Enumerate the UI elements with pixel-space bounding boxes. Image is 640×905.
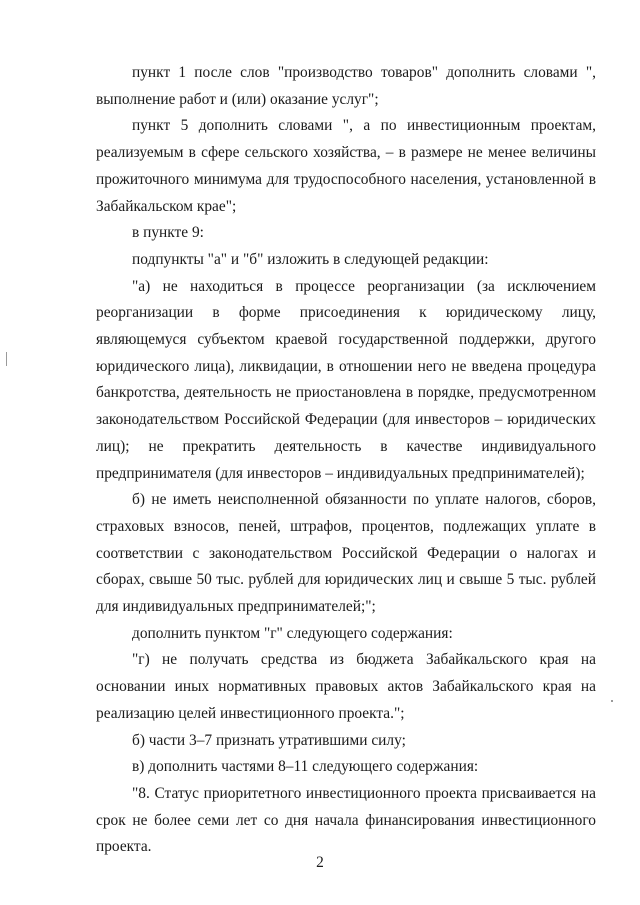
- paragraph-4: подпункты "а" и "б" изложить в следующей редакции:: [132, 250, 489, 268]
- paragraph-10: в) дополнить частями 8–11 следующего содержания:: [132, 758, 479, 776]
- scan-mark-right: [611, 700, 613, 702]
- page-number: 2: [316, 854, 324, 871]
- paragraph-7: дополнить пунктом "г" следующего содержания:: [132, 624, 453, 642]
- scan-mark-left: [6, 352, 7, 366]
- paragraph-11: "8. Статус приоритетного инвестиционного проекта присваивается на срок не более семи лет со дня начала финансирования инвестиционного проекта.: [96, 784, 596, 856]
- paragraph-5: "а) не находиться в процессе реорганизации (за исключением реорганизации в форме присоединения к юридическому лицу, являющемуся субъектом краевой государственной поддержки, другого юридического лица), ликвидации, в отношении него не введена процедура банкротства, деятельность не приостановлена в порядке, предусмотренном законодательством Российской Федерации (для инвесторов – юридических лиц); не прекратить деятельность в качестве индивидуального предпринимателя (для инвесторов – индивидуальных предпринимателей);: [96, 277, 596, 482]
- paragraph-9: б) части 3–7 признать утратившими силу;: [132, 731, 406, 749]
- paragraph-1: пункт 1 после слов "производство товаров" дополнить словами ", выполнение работ и (или) оказание услуг";: [96, 64, 596, 108]
- paragraph-3: в пункте 9:: [132, 224, 204, 242]
- document-body: [96, 60, 596, 861]
- paragraph-8: "г) не получать средства из бюджета Забайкальского края на основании иных нормативных правовых актов Забайкальского края на реализацию целей инвестиционного проекта.";: [96, 651, 596, 722]
- paragraph-2: пункт 5 дополнить словами ", а по инвестиционным проектам, реализуемым в сфере сельского хозяйства, – в размере не менее величины прожиточного минимума для трудоспособного населения, установленной в Забайкальском крае";: [96, 117, 596, 215]
- paragraph-6: б) не иметь неисполненной обязанности по уплате налогов, сборов, страховых взносов, пеней, штрафов, процентов, подлежащих уплате в соответствии с законодательством Российской Федерации о налогах и сборах, свыше 50 тыс. рублей для юридических лиц и свыше 5 тыс. рублей для индивидуальных предпринимателей;";: [96, 491, 596, 616]
